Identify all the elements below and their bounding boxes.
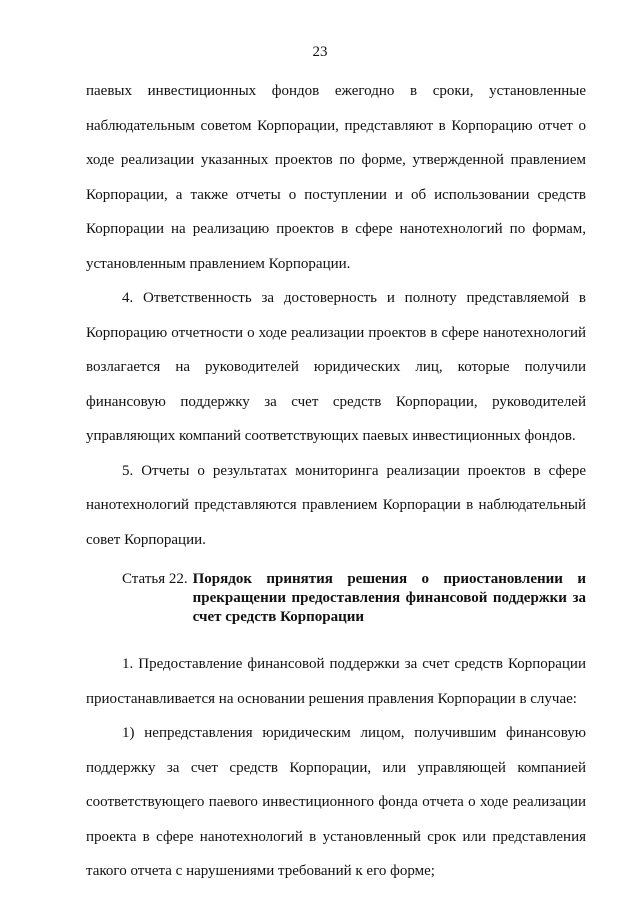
paragraph-item-4: 4. Ответственность за достоверность и полноту представляемой в Корпорацию отчетности о ходе реализации проектов в сфере нанотехнологий возлагается на руководителей юридических лиц, которые получили финансовую поддержку за счет средств Корпорации, руководителей управляющих компаний соответствующих паевых инвестиционных фондов.: [86, 290, 586, 444]
paragraph-subitem-1: 1) непредставления юридическим лицом, получившим финансовую поддержку за счет средств Корпорации, или управляющей компанией соответствующего паевого инвестиционного фонда отчета о ходе реализации проекта в сфере нанотехнологий в установленный срок или представления такого отчета с нарушениями требований к его форме;: [86, 725, 586, 879]
article-number: Статья 22.: [122, 571, 188, 587]
page-number: 23: [312, 44, 328, 60]
paragraph-continued: паевых инвестиционных фондов ежегодно в сроки, установленные наблюдательным советом Корпорации, представляют в Корпорацию отчет о ходе реализации указанных проектов по форме, утвержденной правлением Корпорации, а также отчеты о поступлении и об использовании средств Корпорации на реализацию проектов в сфере нанотехнологий по формам, установленным правлением Корпорации.: [86, 83, 586, 272]
article-heading: [86, 570, 586, 627]
document-body: [86, 74, 586, 889]
paragraph-item-5: 5. Отчеты о результатах мониторинга реализации проектов в сфере нанотехнологий представляются правлением Корпорации в наблюдательный совет Корпорации.: [86, 462, 586, 548]
paragraph-article-item-1: 1. Предоставление финансовой поддержки за счет средств Корпорации приостанавливается на основании решения правления Корпорации в случае:: [86, 656, 586, 707]
article-title: Порядок принятия решения о приостановлении и прекращении предоставления финансовой поддержки за счет средств Корпорации: [192, 571, 586, 625]
